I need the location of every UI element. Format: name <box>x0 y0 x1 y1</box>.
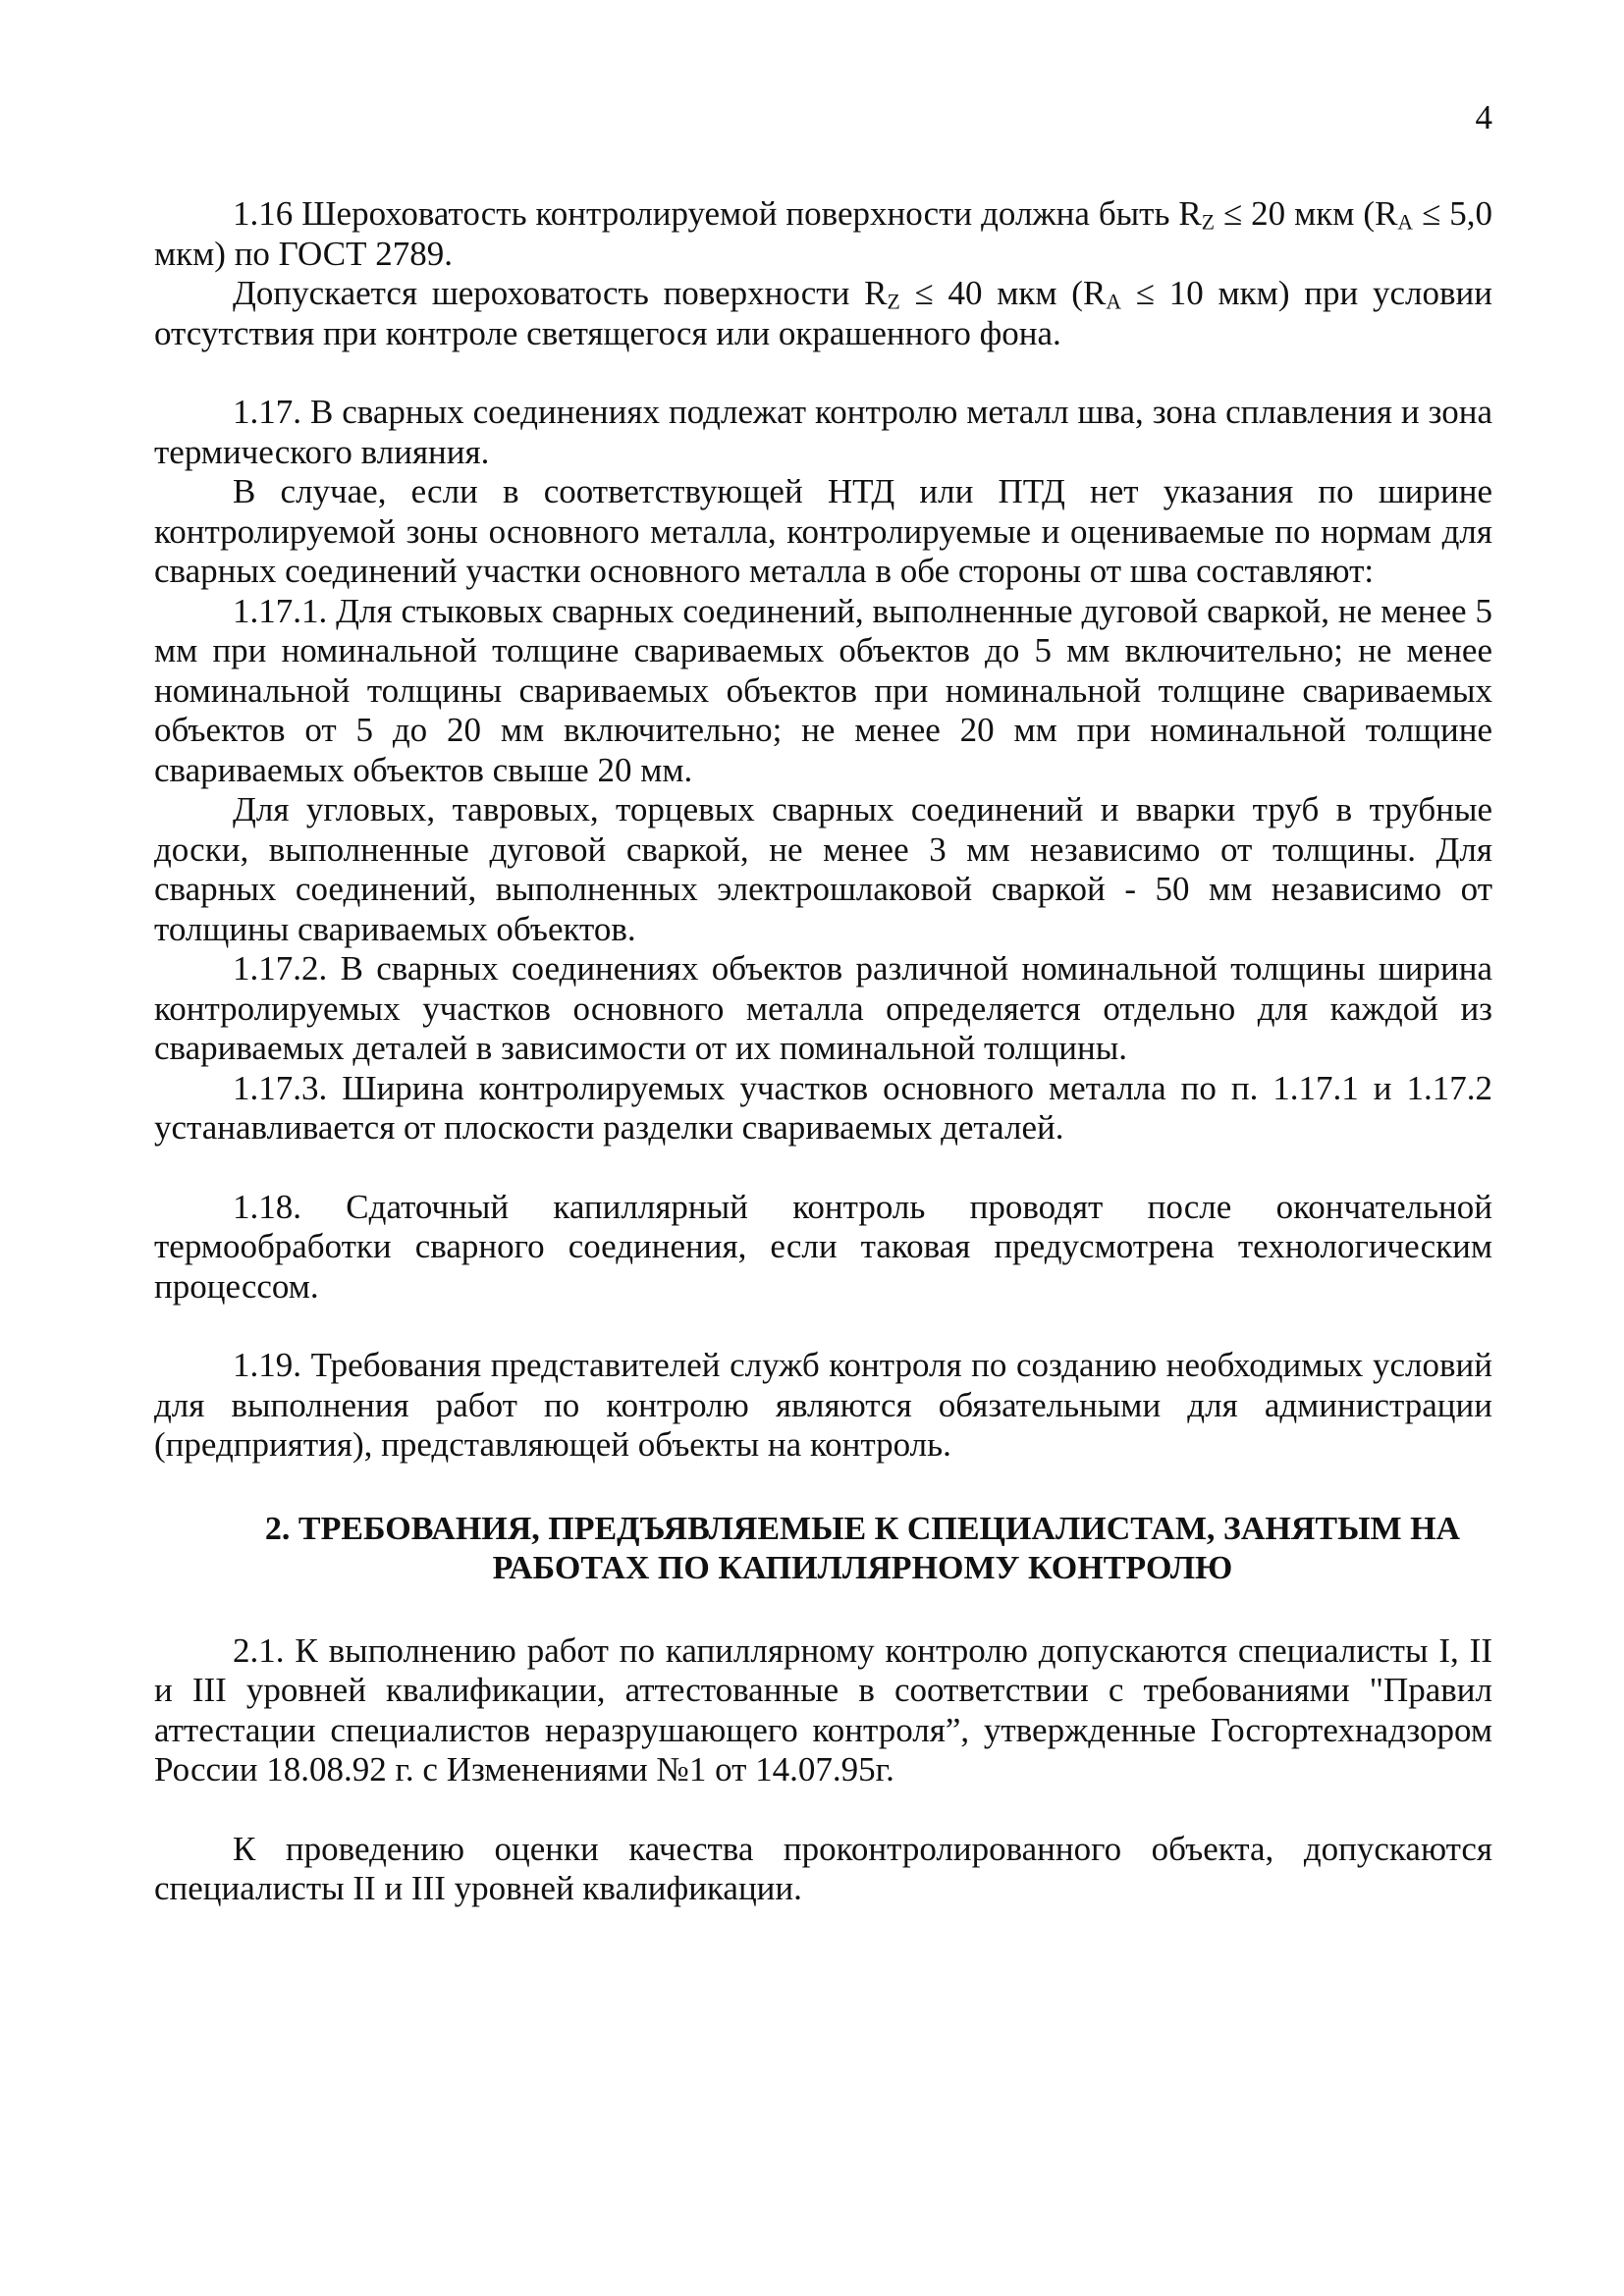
text-run: ≤ 20 мкм (R <box>1215 194 1398 233</box>
page-number: 4 <box>1475 98 1492 136</box>
heading-line: 2. ТРЕБОВАНИЯ, ПРЕДЪЯВЛЯЕМЫЕ К СПЕЦИАЛИСТАМ, ЗАНЯТЫМ НА <box>264 1510 1461 1547</box>
paragraph-1-17-1-angular: Для угловых, тавровых, торцевых сварных соединений и вварки труб в трубные доски, выполненные дуговой сваркой, не менее 3 мм независимо от толщины. Для сварных соединений, выполненных электрошлаковой сваркой - 50 мм независимо от толщины свариваемых объектов. <box>154 790 1492 948</box>
subscript: Z <box>1201 210 1216 235</box>
subscript: Z <box>887 290 900 314</box>
paragraph-1-17-1: 1.17.1. Для стыковых сварных соединений, выполненные дуговой сваркой, не менее 5 мм при номинальной толщине свариваемых объектов до 5 мм включительно; не менее номинальной толщины свариваемых объектов при номинальной толщине свариваемых объектов от 5 до 20 мм включительно; не менее 20 мм при номинальной толщине свариваемых объектов свыше 20 мм. <box>154 591 1492 789</box>
paragraph-1-17-scope: В случае, если в соответствующей НТД или ПТД нет указания по ширине контролируемой зоны основного металла, контролируемые и оцениваемые по нормам для сварных соединений участки основного металла в обе стороны от шва составляют: <box>154 472 1492 590</box>
paragraph-1-17-3: 1.17.3. Ширина контролируемых участков основного металла по п. 1.17.1 и 1.17.2 устанавливается от плоскости разделки свариваемых деталей. <box>154 1068 1492 1147</box>
text-run: ≤ 10 мкм) при условии отсутствия при контроле светящегося или окрашенного фона. <box>154 274 1492 352</box>
paragraph-2-1-evaluation: К проведению оценки качества проконтролированного объекта, допускаются специалисты II и III уровней квалификации. <box>154 1829 1492 1907</box>
paragraph-1-17-2: 1.17.2. В сварных соединениях объектов различной номинальной толщины ширина контролируемых участков основного металла определяется отдельно для каждой из свариваемых деталей в зависимости от их поминальной толщины. <box>154 949 1492 1067</box>
section-heading-2 <box>154 1510 1492 1589</box>
text-run: Допускается шероховатость поверхности R <box>233 274 888 312</box>
paragraph-2-1: 2.1. К выполнению работ по капиллярному контролю допускаются специалисты I, II и III уровней квалификации, аттестованные в соответствии с требованиями "Правил аттестации специалистов неразрушающего контроля”, утвержденные Госгортехнадзором России 18.08.92 г. с Изменениями №1 от 14.07.95г. <box>154 1630 1492 1789</box>
paragraph-1-16-note <box>154 274 1492 353</box>
paragraph-1-16 <box>154 194 1492 274</box>
text-run: ≤ 5,0 мкм) по ГОСТ 2789. <box>154 194 1492 273</box>
subscript: A <box>1397 210 1414 235</box>
text-run: ≤ 40 мкм (R <box>899 274 1107 312</box>
document-body <box>154 194 1492 1909</box>
text-run: 1.16 Шероховатость контролируемой поверхности должна быть R <box>233 194 1202 233</box>
heading-line: РАБОТАХ ПО КАПИЛЛЯРНОМУ КОНТРОЛЮ <box>492 1550 1233 1586</box>
paragraph-1-17: 1.17. В сварных соединениях подлежат контролю металл шва, зона сплавления и зона термического влияния. <box>154 393 1492 471</box>
paragraph-1-18: 1.18. Сдаточный капиллярный контроль проводят после окончательной термообработки сварного соединения, если таковая предусмотрена технологическим процессом. <box>154 1187 1492 1306</box>
paragraph-1-19: 1.19. Требования представителей служб контроля по созданию необходимых условий для выполнения работ по контролю являются обязательными для администрации (предприятия), представляющей объекты на контроль. <box>154 1346 1492 1464</box>
subscript: A <box>1106 290 1121 314</box>
